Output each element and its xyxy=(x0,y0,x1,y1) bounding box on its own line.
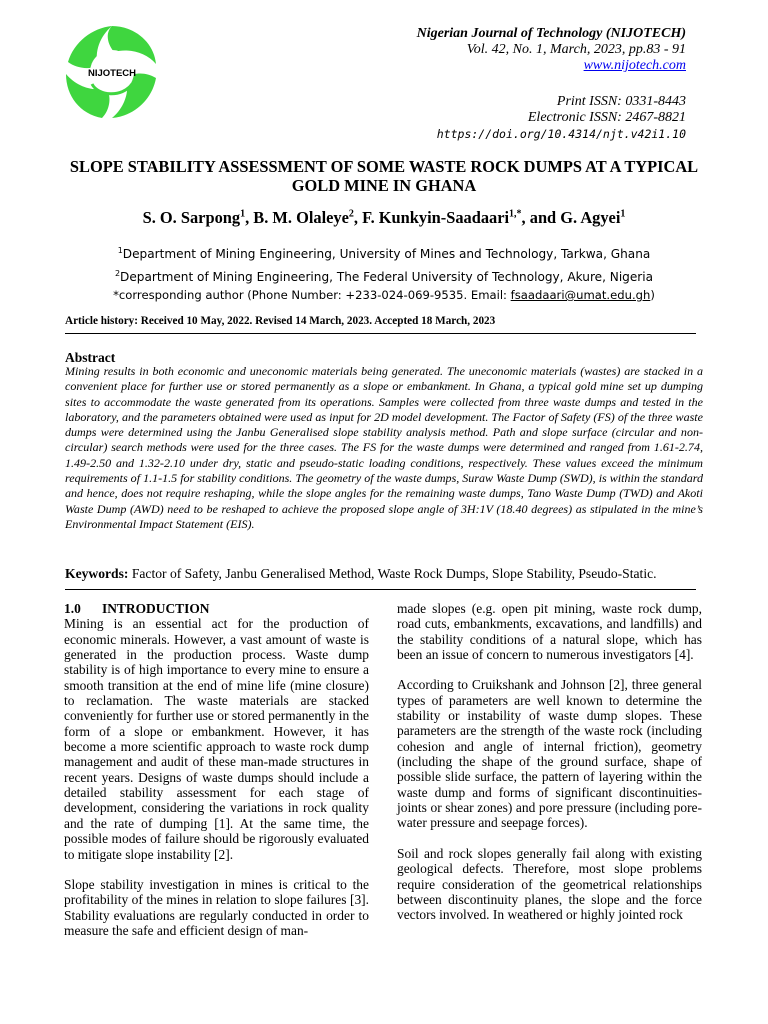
divider xyxy=(65,333,696,334)
section-heading xyxy=(64,601,369,616)
affiliation-sup: 1 xyxy=(117,246,123,255)
author-sup: 1 xyxy=(240,208,246,220)
divider xyxy=(65,589,696,590)
author-name: G. Agyei xyxy=(560,208,621,227)
corresponding-text: *corresponding author (Phone Number: +233-024-069-9535. Email: xyxy=(113,288,511,302)
section-number: 1.0 xyxy=(64,601,81,616)
affiliations xyxy=(60,241,708,287)
electronic-issn: Electronic ISSN: 2467-8821 xyxy=(527,110,686,125)
abstract-heading: Abstract xyxy=(65,350,116,365)
section-title: INTRODUCTION xyxy=(102,601,210,616)
journal-info xyxy=(306,26,686,74)
article-history: Article history: Received 10 May, 2022. Revised 14 March, 2023. Accepted 18 March, 2023 xyxy=(65,315,496,327)
doi-link[interactable]: https://doi.org/10.4314/njt.v42i1.10 xyxy=(436,127,686,141)
nijotech-logo-icon xyxy=(62,22,162,122)
journal-logo xyxy=(62,22,162,122)
print-issn: Print ISSN: 0331-8443 xyxy=(556,94,686,109)
affiliation-item xyxy=(60,264,708,287)
affiliation-item xyxy=(60,241,708,264)
body-column-right xyxy=(397,601,702,938)
paragraph: made slopes (e.g. open pit mining, waste rock dump, road cuts, embankments, excavations, and landfills) and the stability conditions of a natural slope, which has been an issue of concern to numerous investigators [4]. xyxy=(397,601,702,663)
author-name: F. Kunkyin-Saadaari xyxy=(362,208,510,227)
affiliation-sup: 2 xyxy=(114,269,121,279)
author-name: S. O. Sarpong xyxy=(142,208,241,227)
journal-website-link[interactable]: www.nijotech.com xyxy=(583,58,686,73)
affiliation-text: Department of Mining Engineering, University of Mines and Technology, Tarkwa, Ghana xyxy=(122,247,651,262)
corresponding-author xyxy=(60,288,708,302)
author-sup: 1,* xyxy=(509,208,522,220)
body-column-left xyxy=(64,601,369,953)
author-sup: 1 xyxy=(620,208,626,220)
paragraph: Slope stability investigation in mines is critical to the profitability of the mines in relation to slope failures [3]. Stability evaluations are regularly conducted in order to measure the safe and efficient design of man- xyxy=(64,876,369,938)
keywords-label: Keywords: xyxy=(65,566,129,581)
paragraph: Soil and rock slopes generally fail along with existing geological defects. Therefore, most slope problems require consideration of the geometrical relationships between discontinuity planes, the slope and the force vectors involved. In weathered or highly jointed rock xyxy=(397,845,702,923)
logo-text: NIJOTECH xyxy=(87,68,137,79)
paragraph: Mining is an essential act for the production of economic minerals. However, a vast amount of waste is generated in the production process. Waste dump stability is of high importance to every mine to ensure a smooth transition at the end of mine life (mine closure) to reclamation. The waste materials are stacked conveniently for further use or stored permanently in the form of a slope or embankment. However, it has become a more scientific approach to waste rock dump management and audit of these man-made structures in recent years. Designs of waste dumps should include a detailed stability assessment for each stage of development, considering the variations in rock quality and the rate of dumping [1]. At the same time, the possible modes of failure should be rigorously evaluated to mitigate slope instability [2]. xyxy=(64,616,369,862)
author-list: S. O. Sarpong$^1$, B. M. Olaleye$^2$, F. Kunkyin-Saadaari$^{1,*}$, and G. Agyei$^1$ xyxy=(142,208,626,227)
article-title: SLOPE STABILITY ASSESSMENT OF SOME WASTE ROCK DUMPS AT A TYPICAL GOLD MINE IN GHANA xyxy=(69,157,699,195)
affiliation-text: Department of Mining Engineering, The Federal University of Technology, Akure, Nigeria xyxy=(120,270,654,285)
keywords-text: Factor of Safety, Janbu Generalised Method, Waste Rock Dumps, Slope Stability, Pseudo-Static. xyxy=(128,566,657,581)
corresponding-email-link[interactable]: fsaadaari@umat.edu.gh xyxy=(510,288,651,302)
abstract-text: Mining results in both economic and uneconomic materials being generated. The uneconomic materials (wastes) are stacked in a convenient place for further use or stored permanently as a slope or embankment. In Ghana, a typical gold mine set up dumping sites to accommodate the waste generated from its operations. Samples were collected from three waste dumps and tested in the laboratory, and the parameters obtained were used as input for 2D model development. The Factor of Safety (FS) of the three waste dumps were determined using the Janbu Generalised slope stability analysis method. Path and slope surface (circular and non-circular) search methods were used for the three cases. The FS for the waste dumps were determined and ranged from 1.61-2.74, 1.49-2.50 and 1.32-2.10 under dry, static and pseudo-static loading conditions, respectively. These values exceed the minimum requirements of 1.1-1.5 for stability conditions. The geometry of the waste dumps, Suraw Waste Dump (SWD), is within the standard and hence, does not require reshaping, while the slope angles for the remaining waste dumps, Tano Waste Dump (TWD) and Akoti Waste Dump (AWD) need to be reshaped to achieve the proposed slope angle of 3H:1V (18.40 degrees) as stipulated in the mine’s Environmental Impact Statement (EIS). xyxy=(65,364,704,531)
issn-block xyxy=(306,94,686,142)
corresponding-close: ) xyxy=(650,288,655,302)
paragraph: According to Cruikshank and Johnson [2], three general types of parameters are well known to determine the stability or instability of waste dump slopes. These parameters are the strength of the waste rock (including cohesion and angle of internal friction), geometry (including the shape of the ground surface, shape of possible slide surface, the pattern of layering within the waste dump and forms of significant discontinuities-joints or shear zones) and pore pressure (including pore-water pressure and seepage forces). xyxy=(397,677,702,831)
author-name: B. M. Olaleye xyxy=(253,208,349,227)
journal-name: Nigerian Journal of Technology (NIJOTECH) xyxy=(416,26,686,41)
keywords xyxy=(65,566,703,582)
journal-volume: Vol. 42, No. 1, March, 2023, pp.83 - 91 xyxy=(466,42,686,57)
author-sup: 2 xyxy=(348,208,354,220)
